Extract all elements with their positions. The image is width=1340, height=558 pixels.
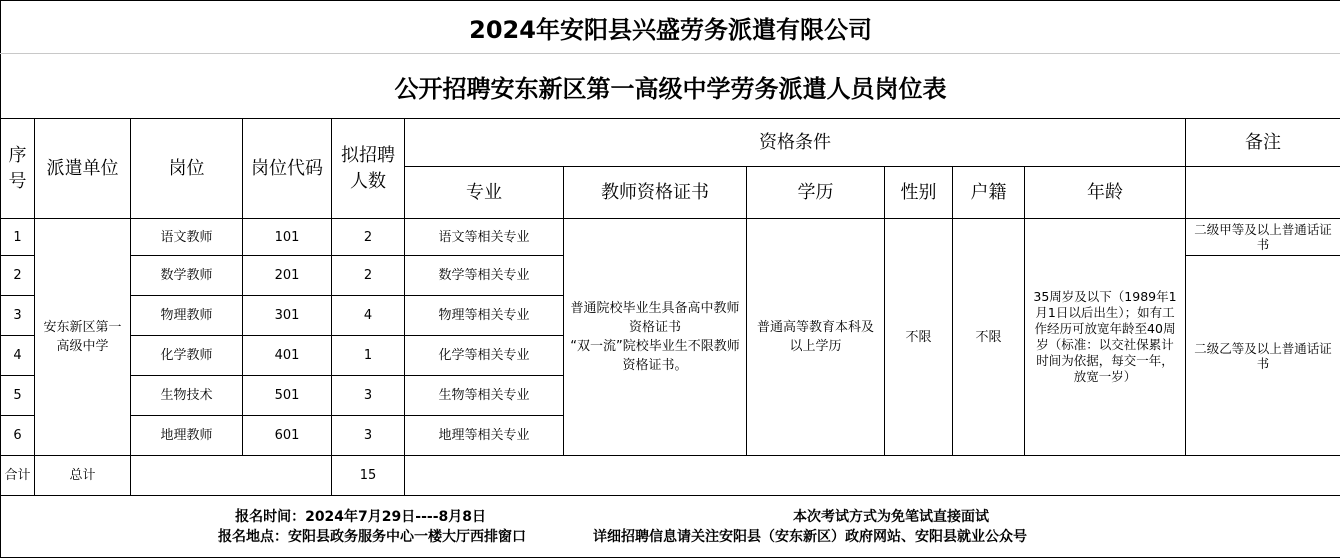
education-requirement: 普通高等教育本科及以上学历 xyxy=(747,219,885,456)
row-seq: 4 xyxy=(1,336,35,376)
header-hukou: 户籍 xyxy=(953,167,1025,219)
age-requirement: 35周岁及以下（1989年1月1日以后出生）；如有工作经历可放宽年龄至40周岁（标准：以交社保累计时间为依据，每交一年，放宽一岁） xyxy=(1025,219,1186,456)
header-remarks-blank xyxy=(1186,167,1340,219)
row-code: 201 xyxy=(243,256,332,296)
row-seq: 6 xyxy=(1,416,35,456)
row-major: 地理等相关专业 xyxy=(405,416,564,456)
row-position: 生物技术 xyxy=(131,376,243,416)
row-code: 501 xyxy=(243,376,332,416)
header-unit: 派遣单位 xyxy=(35,119,131,219)
row-count: 3 xyxy=(332,416,405,456)
row-seq: 1 xyxy=(1,219,35,256)
row-seq: 3 xyxy=(1,296,35,336)
registration-place: 报名地点：安阳县政务服务中心一楼大厅西排窗口 xyxy=(1,527,556,547)
row-major: 物理等相关专业 xyxy=(405,296,564,336)
row-code: 401 xyxy=(243,336,332,376)
row-count: 2 xyxy=(332,256,405,296)
row-position: 语文教师 xyxy=(131,219,243,256)
recruitment-info: 详细招聘信息请关注安阳县（安东新区）政府网站、安阳县就业公众号 xyxy=(556,527,1340,547)
header-qualifications: 资格条件 xyxy=(405,119,1186,167)
remark-first: 二级甲等及以上普通话证书 xyxy=(1186,219,1340,256)
table-row xyxy=(1,219,1340,256)
total-blank-a xyxy=(131,456,332,496)
header-age: 年龄 xyxy=(1025,167,1186,219)
certificate-requirement: 普通院校毕业生具备高中教师资格证书 “双一流”院校毕业生不限教师资格证书。 xyxy=(564,219,747,456)
row-code: 101 xyxy=(243,219,332,256)
unit-name: 安东新区第一高级中学 xyxy=(35,219,131,456)
row-major: 化学等相关专业 xyxy=(405,336,564,376)
total-row xyxy=(1,456,1340,496)
registration-time: 报名时间：2024年7月29日----8月8日 xyxy=(1,507,556,527)
row-major: 数学等相关专业 xyxy=(405,256,564,296)
row-count: 1 xyxy=(332,336,405,376)
title-line-1: 2024年安阳县兴盛劳务派遣有限公司 xyxy=(1,1,1340,54)
row-position: 物理教师 xyxy=(131,296,243,336)
row-position: 地理教师 xyxy=(131,416,243,456)
row-seq: 5 xyxy=(1,376,35,416)
header-code: 岗位代码 xyxy=(243,119,332,219)
title-line-2: 公开招聘安东新区第一高级中学劳务派遣人员岗位表 xyxy=(1,54,1340,119)
footer xyxy=(1,496,1340,558)
row-code: 301 xyxy=(243,296,332,336)
row-position: 数学教师 xyxy=(131,256,243,296)
header-major: 专业 xyxy=(405,167,564,219)
row-seq: 2 xyxy=(1,256,35,296)
row-code: 601 xyxy=(243,416,332,456)
hukou-requirement: 不限 xyxy=(953,219,1025,456)
row-count: 2 xyxy=(332,219,405,256)
gender-requirement: 不限 xyxy=(885,219,953,456)
row-count: 3 xyxy=(332,376,405,416)
header-remarks: 备注 xyxy=(1186,119,1340,167)
total-unit-label: 总计 xyxy=(35,456,131,496)
header-certificate: 教师资格证书 xyxy=(564,167,747,219)
header-seq: 序号 xyxy=(1,119,35,219)
row-major: 生物等相关专业 xyxy=(405,376,564,416)
header-gender: 性别 xyxy=(885,167,953,219)
total-count: 15 xyxy=(332,456,405,496)
row-major: 语文等相关专业 xyxy=(405,219,564,256)
row-position: 化学教师 xyxy=(131,336,243,376)
header-position: 岗位 xyxy=(131,119,243,219)
total-blank-b xyxy=(405,456,1340,496)
total-label: 合计 xyxy=(1,456,35,496)
header-count: 拟招聘人数 xyxy=(332,119,405,219)
exam-method: 本次考试方式为免笔试直接面试 xyxy=(556,507,1340,527)
remark-rest: 二级乙等及以上普通话证书 xyxy=(1186,256,1340,456)
header-education: 学历 xyxy=(747,167,885,219)
row-count: 4 xyxy=(332,296,405,336)
